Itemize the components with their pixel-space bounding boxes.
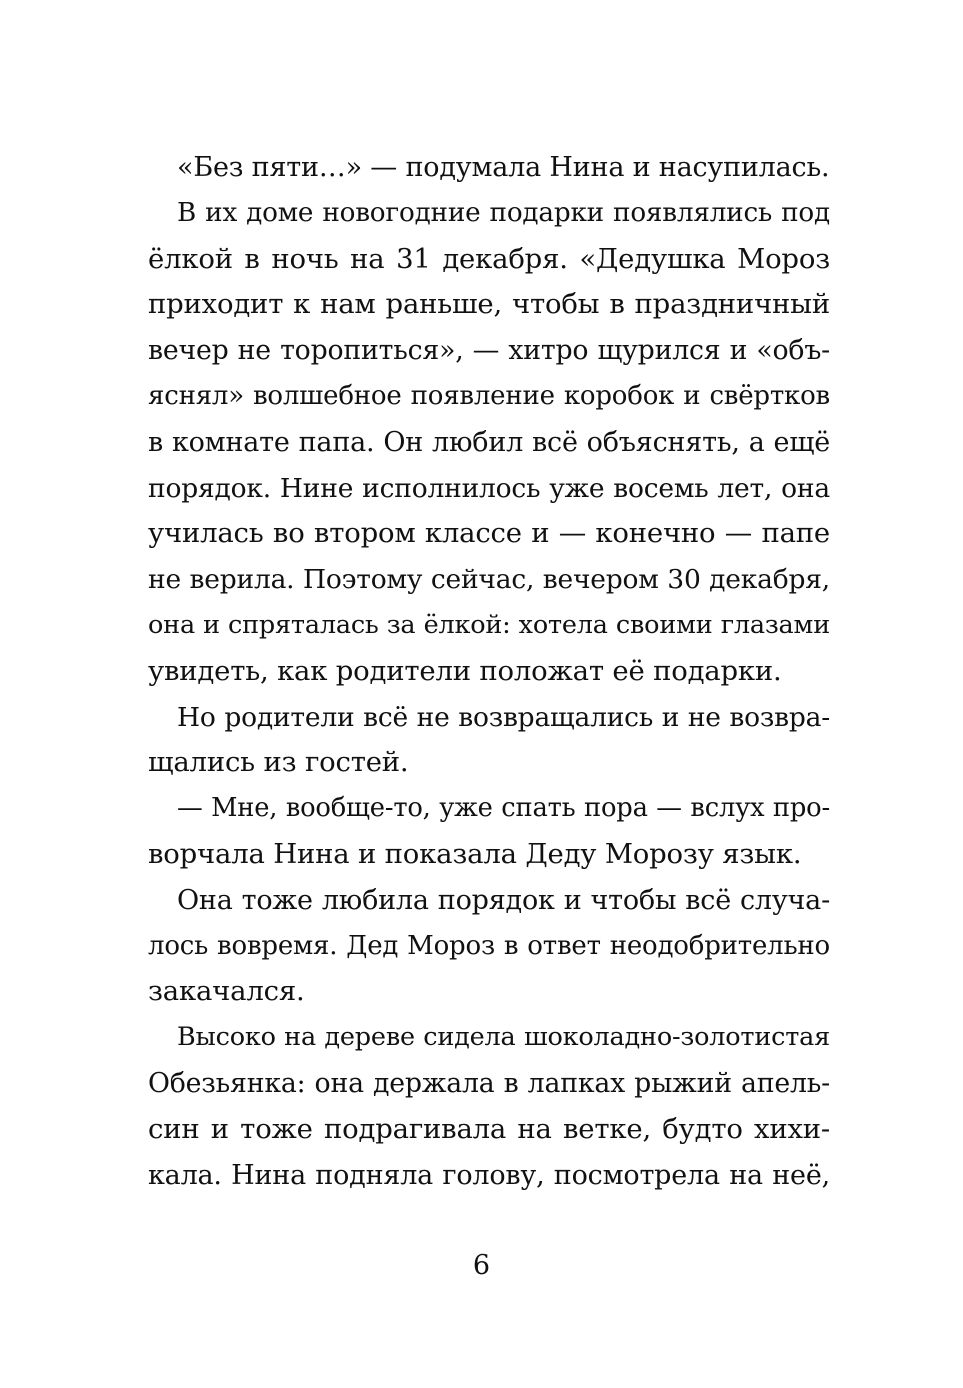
text-line: В их доме новогодние подарки появлялись под xyxy=(177,197,830,228)
text-line: Обезьянка: она держала в лапках рыжий апель- xyxy=(148,1067,830,1099)
text-line: Она тоже любила порядок и чтобы всё случа- xyxy=(177,884,830,916)
text-line: увидеть, как родители положат её подарки. xyxy=(148,654,782,687)
text-line: син и тоже подрагивала на ветке, будто хихи- xyxy=(148,1112,830,1145)
text-line: яснял» волшебное появление коробок и свёртков xyxy=(148,380,830,411)
text-line: лось вовремя. Дед Мороз в ответ неодобрительно xyxy=(148,930,830,961)
text-line: в комнате папа. Он любил всё объяснять, а ещё xyxy=(148,426,830,458)
text-line: кала. Нина подняла голову, посмотрела на неё, xyxy=(148,1159,830,1191)
text-line: щались из гостей. xyxy=(148,746,409,779)
text-line: закачался. xyxy=(148,975,305,1008)
text-line: не верила. Поэтому сейчас, вечером 30 декабря, xyxy=(148,564,830,596)
text-line: училась во втором классе и — конечно — папе xyxy=(148,517,830,550)
text-line: ворчала Нина и показала Деду Морозу язык. xyxy=(148,837,802,870)
text-line: — Мне, вообще-то, уже спать пора — вслух про- xyxy=(177,793,830,824)
text-line: она и спряталась за ёлкой: хотела своими глазами xyxy=(148,609,830,640)
text-line: Высоко на дереве сидела шоколадно-золотистая xyxy=(177,1022,830,1053)
text-line: порядок. Нине исполнилось уже восемь лет, она xyxy=(148,472,830,504)
text-line: Но родители всё не возвращались и не возвра- xyxy=(177,701,830,733)
body-text xyxy=(148,145,830,1198)
text-line: ёлкой в ночь на 31 декабря. «Дедушка Мороз xyxy=(148,242,830,275)
page-number: 6 xyxy=(472,1250,491,1281)
text-line: приходит к нам раньше, чтобы в праздничный xyxy=(148,288,830,321)
text-line: вечер не торопиться», — хитро щурился и «объ- xyxy=(148,335,830,367)
text-line: «Без пяти…» — подумала Нина и насупилась. xyxy=(177,152,830,183)
